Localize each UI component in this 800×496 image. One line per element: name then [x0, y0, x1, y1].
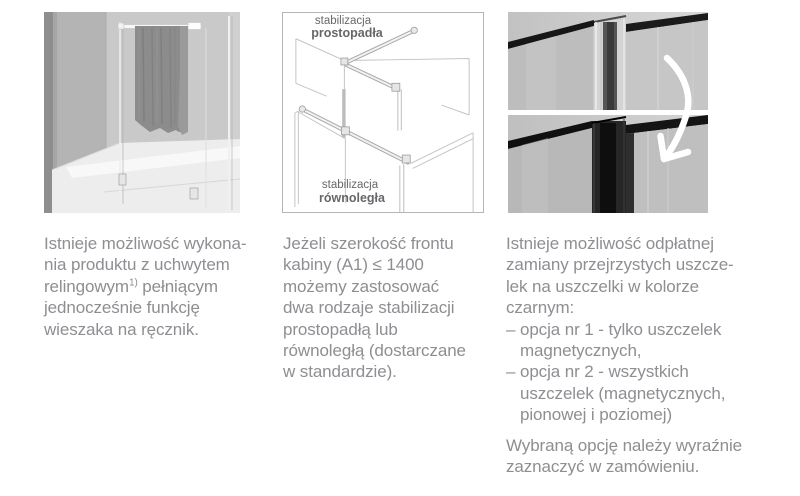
gasket-photos	[508, 12, 708, 213]
shower-photo-graphic	[44, 12, 240, 213]
list-item-continuation: uszczelek (magnetycznych,	[520, 383, 726, 403]
text-line: wieszaka na ręcznik.	[44, 319, 199, 339]
label-rownolegla: równoległa	[319, 191, 385, 205]
label-stabilizacja-bottom: stabilizacja	[321, 179, 379, 191]
text-line: możemy zastosować	[283, 276, 440, 296]
text-line: zaznaczyć w zamówieniu.	[506, 457, 700, 477]
text-line: Istnieje możliwość odpłatnej	[506, 234, 714, 253]
text-line: nia produktu z uchwytem	[44, 255, 230, 275]
text-line	[44, 276, 262, 297]
text-line: Istnieje możliwość wykona-	[44, 234, 247, 253]
shower-towel-rail-photo	[44, 12, 240, 213]
list-item-continuation: pionowej i poziomej)	[520, 405, 673, 425]
gasket-options-text	[506, 233, 766, 477]
towel-rail-paragraph	[44, 233, 262, 340]
text-line: lek na uszczelki w kolorze	[506, 276, 699, 296]
text-segment: relingowym	[44, 276, 129, 296]
stabilization-paragraph	[283, 233, 491, 383]
text-line: Jeżeli szerokość frontu	[283, 234, 454, 253]
text-line: jednocześnie funkcję	[44, 298, 200, 318]
text-segment: pełniącym	[137, 276, 218, 296]
list-item-continuation: magnetycznych,	[520, 341, 642, 361]
label-prostopadla: prostopadła	[311, 26, 383, 40]
list-item-option-1: – opcja nr 1 - tylko uszczelek	[506, 319, 722, 339]
text-line: Wybraną opcję należy wyraźnie	[506, 435, 743, 455]
list-item-option-2: – opcja nr 2 - wszystkich	[506, 362, 689, 382]
text-line: prostopadłą lub	[283, 319, 398, 339]
label-stabilizacja-top: stabilizacja	[314, 15, 372, 27]
footnote-marker: 1)	[128, 277, 138, 289]
text-line: w standardzie).	[283, 362, 397, 382]
text-line: kabiny (A1) ≤ 1400	[283, 255, 424, 275]
stabilization-diagram	[282, 12, 484, 213]
text-line: czarnym:	[506, 298, 575, 318]
transparent-gasket-photo	[508, 12, 708, 110]
text-line: dwa rodzaje stabilizacji	[283, 298, 455, 318]
black-gasket-photo	[508, 115, 708, 213]
text-line: równoległą (dostarczane	[283, 341, 466, 361]
text-line: zamiany przejrzystych uszcze-	[506, 255, 734, 275]
